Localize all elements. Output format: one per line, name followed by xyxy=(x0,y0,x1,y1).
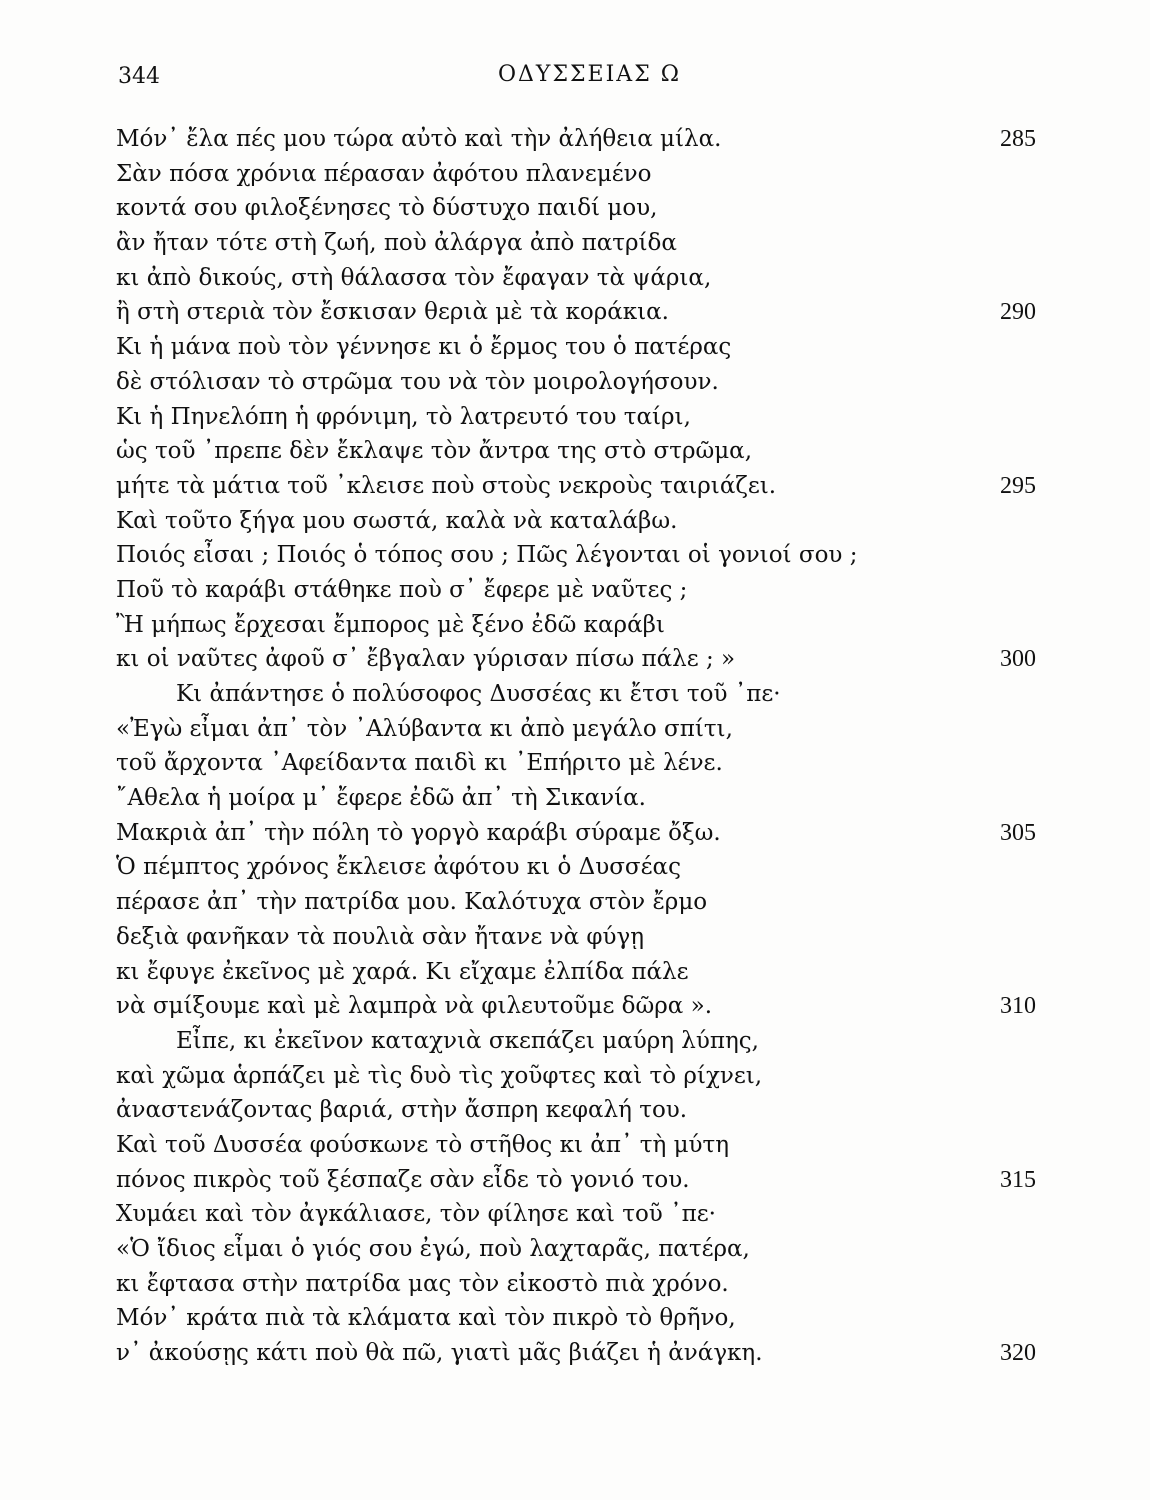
verse-line xyxy=(116,400,1036,435)
verse-text: ὡς τοῦ ᾽πρεπε δὲν ἔκλαψε τὸν ἄντρα της στὸ στρῶμα, xyxy=(116,438,753,465)
verse-line xyxy=(116,469,1036,504)
verse-line xyxy=(116,608,1036,643)
verse-line xyxy=(116,434,1036,469)
verse-text: κι ἀπὸ δικούς, στὴ θάλασσα τὸν ἔφαγαν τὰ ψάρια, xyxy=(116,264,712,291)
line-number: 315 xyxy=(1000,1166,1036,1193)
verse-text: Μόν᾽ ἔλα πές μου τώρα αὐτὸ καὶ τὴν ἀλήθεια μίλα. xyxy=(116,126,722,152)
line-number: 310 xyxy=(1000,993,1036,1020)
verse-line xyxy=(116,989,1036,1024)
verse-line xyxy=(116,1128,1036,1163)
verse-line xyxy=(116,955,1036,990)
verse-text: ν᾽ ἀκούσῃς κάτι ποὺ θὰ πῶ, γιατὶ μᾶς βιάζει ἡ ἀνάγκη. xyxy=(116,1340,763,1367)
verse-line xyxy=(116,261,1036,296)
verse-text: ἂν ἤταν τότε στὴ ζωή, ποὺ ἀλάργα ἀπὸ πατρίδα xyxy=(116,230,677,257)
verse-text: πέρασε ἀπ᾽ τὴν πατρίδα μου. Καλότυχα στὸν ἔρμο xyxy=(116,889,708,916)
verse-text: τοῦ ἄρχοντα ᾽Αφείδαντα παιδὶ κι ᾽Επήριτο μὲ λένε. xyxy=(116,750,723,777)
verse-text: μήτε τὰ μάτια τοῦ ᾽κλεισε ποὺ στοὺς νεκροὺς ταιριάζει. xyxy=(116,472,777,499)
verse-text: κι ἔφτασα στὴν πατρίδα μας τὸν εἰκοστὸ πιὰ χρόνο. xyxy=(116,1270,729,1297)
verse-line xyxy=(116,642,1036,677)
line-number: 290 xyxy=(1000,299,1036,326)
line-number: 285 xyxy=(1000,126,1036,152)
verse-line xyxy=(116,330,1036,365)
line-number: 305 xyxy=(1000,819,1036,846)
verse-line xyxy=(116,1301,1036,1336)
verse-text: Κι ἡ μάνα ποὺ τὸν γέννησε κι ὁ ἔρμος του ὁ πατέρας xyxy=(116,334,732,361)
verse-text: Ποιός εἶσαι ; Ποιός ὁ τόπος σου ; Πῶς λέγονται οἱ γονιοί σου ; xyxy=(116,542,858,569)
verse-text: Χυμάει καὶ τὸν ἀγκάλιασε, τὸν φίλησε καὶ τοῦ ᾽πε· xyxy=(116,1201,716,1228)
running-title: ΟΔΥΣΣΕΙΑΣ Ω xyxy=(498,62,681,87)
verse-text: Σὰν πόσα χρόνια πέρασαν ἀφότου πλανεμένο xyxy=(116,160,652,187)
verse-text: Ποῦ τὸ καράβι στάθηκε ποὺ σ᾽ ἔφερε μὲ ναῦτες ; xyxy=(116,576,688,603)
verse-line xyxy=(116,850,1036,885)
verse-text: ῎Αθελα ἡ μοίρα μ᾽ ἔφερε ἐδῶ ἀπ᾽ τὴ Σικανία. xyxy=(116,785,646,812)
verse-text: κοντά σου φιλοξένησες τὸ δύστυχο παιδί μου, xyxy=(116,195,658,222)
verse-text: Καὶ τοῦ Δυσσέα φούσκωνε τὸ στῆθος κι ἀπ᾽ τὴ μύτη xyxy=(116,1131,730,1158)
verse-text: καὶ χῶμα ἁρπάζει μὲ τὶς δυὸ τὶς χοῦφτες καὶ τὸ ρίχνει, xyxy=(116,1062,763,1089)
page-header xyxy=(0,58,1150,98)
poem-body xyxy=(116,122,1036,1371)
verse-text: κι ἔφυγε ἐκεῖνος μὲ χαρά. Κι εἴχαμε ἐλπίδα πάλε xyxy=(116,958,689,985)
verse-line xyxy=(116,1267,1036,1302)
verse-line xyxy=(116,122,1036,157)
verse-text: Κι ἡ Πηνελόπη ἡ φρόνιμη, τὸ λατρευτό του ταίρι, xyxy=(116,403,691,430)
line-number: 320 xyxy=(1000,1340,1036,1367)
verse-line xyxy=(116,920,1036,955)
verse-line xyxy=(116,573,1036,608)
verse-text: Μακριὰ ἀπ᾽ τὴν πόλη τὸ γοργὸ καράβι σύραμε ὄξω. xyxy=(116,819,721,846)
line-number: 295 xyxy=(1000,472,1036,499)
verse-line xyxy=(116,295,1036,330)
page-number: 344 xyxy=(118,64,160,89)
verse-text: Κι ἀπάντησε ὁ πολύσοφος Δυσσέας κι ἔτσι τοῦ ᾽πε· xyxy=(176,681,781,707)
verse-text: πόνος πικρὸς τοῦ ξέσπαζε σὰν εἶδε τὸ γονιό του. xyxy=(116,1166,690,1193)
verse-line xyxy=(116,746,1036,781)
verse-line xyxy=(116,1336,1036,1371)
verse-text: Ὁ πέμπτος χρόνος ἔκλεισε ἀφότου κι ὁ Δυσσέας xyxy=(116,854,681,881)
verse-line xyxy=(116,1093,1036,1128)
verse-text: Ἢ μήπως ἔρχεσαι ἔμπορος μὲ ξένο ἐδῶ καράβι xyxy=(116,611,665,638)
verse-line xyxy=(116,1024,1036,1059)
verse-line xyxy=(116,1197,1036,1232)
verse-line xyxy=(116,1059,1036,1094)
verse-text: κι οἱ ναῦτες ἀφοῦ σ᾽ ἔβγαλαν γύρισαν πίσω πάλε ; » xyxy=(116,646,736,673)
verse-line xyxy=(116,1163,1036,1198)
verse-line xyxy=(116,538,1036,573)
verse-line xyxy=(116,885,1036,920)
verse-line xyxy=(116,712,1036,747)
verse-text: ἀναστενάζοντας βαριά, στὴν ἄσπρη κεφαλή του. xyxy=(116,1097,688,1124)
verse-text: Καὶ τοῦτο ξήγα μου σωστά, καλὰ νὰ καταλάβω. xyxy=(116,507,678,534)
verse-line xyxy=(116,365,1036,400)
verse-text: «Ἐγὼ εἶμαι ἀπ᾽ τὸν ᾽Αλύβαντα κι ἀπὸ μεγάλο σπίτι, xyxy=(116,715,733,742)
verse-text: ἢ στὴ στεριὰ τὸν ἔσκισαν θεριὰ μὲ τὰ κοράκια. xyxy=(116,299,669,326)
verse-line xyxy=(116,157,1036,192)
verse-line xyxy=(116,816,1036,851)
verse-text: Εἶπε, κι ἐκεῖνον καταχνιὰ σκεπάζει μαύρη λύπης, xyxy=(176,1027,759,1054)
verse-text: νὰ σμίξουμε καὶ μὲ λαμπρὰ νὰ φιλευτοῦμε δῶρα ». xyxy=(116,993,713,1020)
verse-text: «Ὁ ἴδιος εἶμαι ὁ γιός σου ἐγώ, ποὺ λαχταρᾶς, πατέρα, xyxy=(116,1236,750,1262)
verse-line xyxy=(116,781,1036,816)
verse-line xyxy=(116,226,1036,261)
verse-text: δεξιὰ φανῆκαν τὰ πουλιὰ σὰν ἤτανε νὰ φύγῃ xyxy=(116,923,645,950)
verse-text: δὲ στόλισαν τὸ στρῶμα του νὰ τὸν μοιρολογήσουν. xyxy=(116,368,719,395)
verse-line xyxy=(116,504,1036,539)
line-number: 300 xyxy=(1000,646,1036,673)
verse-line xyxy=(116,1232,1036,1267)
verse-text: Μόν᾽ κράτα πιὰ τὰ κλάματα καὶ τὸν πικρὸ τὸ θρῆνο, xyxy=(116,1305,736,1332)
verse-line xyxy=(116,191,1036,226)
verse-line xyxy=(116,677,1036,712)
